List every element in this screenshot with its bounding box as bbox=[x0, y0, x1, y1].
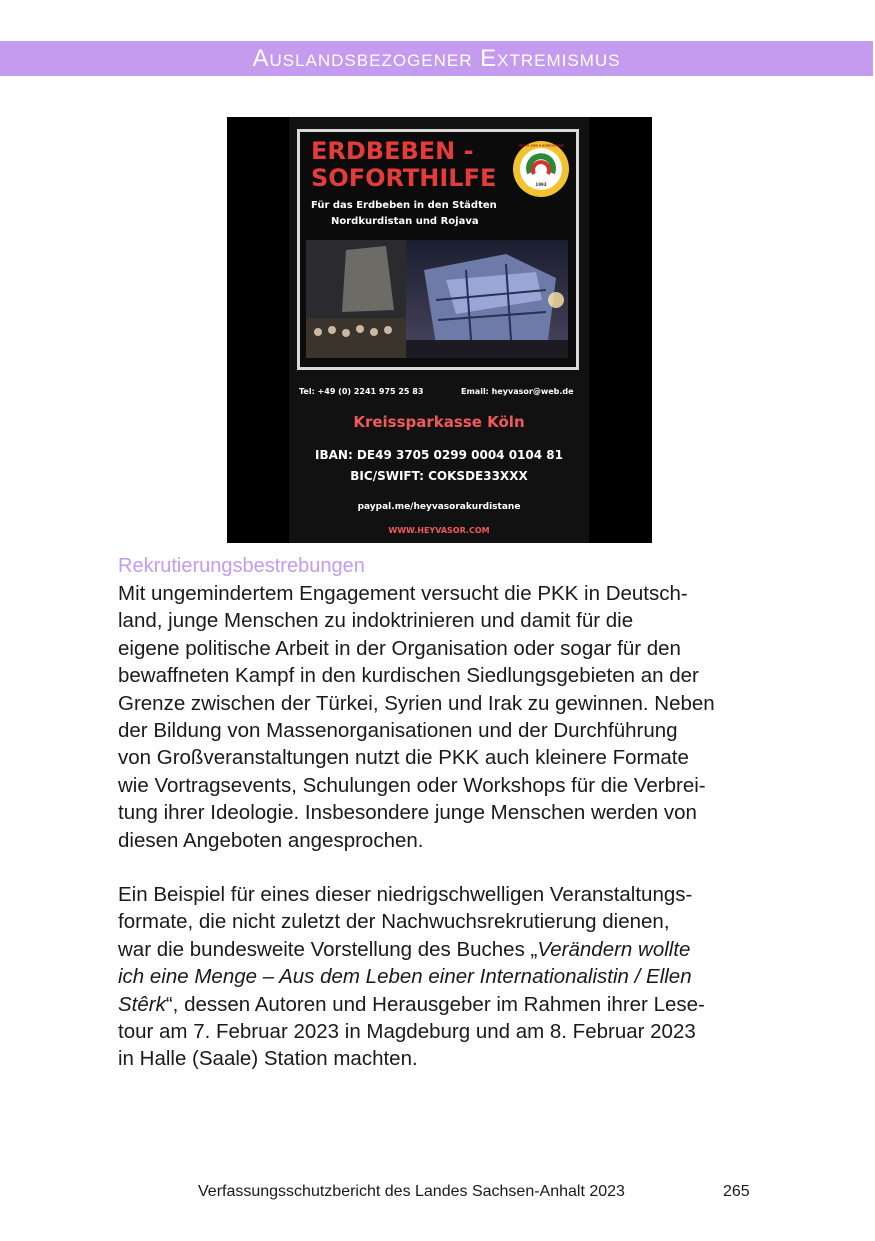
logo-text: HEYVA SOR A KURDISTANÊ bbox=[518, 143, 564, 148]
paragraph-1-line: wie Vortragsevents, Schulungen oder Workshops für die Verbrei- bbox=[118, 773, 706, 797]
poster-title-line-2: SOFORTHILFE bbox=[311, 164, 497, 192]
poster-phone: Tel: +49 (0) 2241 975 25 83 bbox=[299, 387, 424, 396]
text-run: war die bundesweite Vorstellung des Buches „ bbox=[118, 937, 538, 961]
section-heading: Rekrutierungsbestrebungen bbox=[118, 555, 365, 577]
book-title-part: Stêrk bbox=[118, 992, 166, 1016]
book-title-part: ich eine Menge – Aus dem Leben einer Internationalistin / Ellen bbox=[118, 965, 692, 989]
paragraph-1-line: bewaffneten Kampf in den kurdischen Siedlungsgebieten an der bbox=[118, 664, 699, 688]
footer-title: Verfassungsschutzbericht des Landes Sachsen-Anhalt 2023 bbox=[198, 1183, 625, 1200]
poster-content bbox=[289, 117, 589, 543]
paragraph-1-line: der Bildung von Massenorganisationen und der Durchführung bbox=[118, 719, 678, 743]
paragraph-1-line: von Großveranstaltungen nutzt die PKK auch kleinere Formate bbox=[118, 746, 689, 770]
paragraph-1-line: Grenze zwischen der Türkei, Syrien und Irak zu gewinnen. Neben bbox=[118, 691, 715, 715]
poster-frame bbox=[297, 129, 579, 370]
paragraph-1-line: land, junge Menschen zu indoktrinieren und damit für die bbox=[118, 609, 634, 633]
donation-poster-image bbox=[227, 117, 652, 543]
paragraph-2-line: in Halle (Saale) Station machten. bbox=[118, 1047, 418, 1071]
text-run: “, dessen Autoren und Herausgeber im Rahmen ihrer Lese- bbox=[165, 992, 705, 1016]
poster-website: WWW.HEYVASOR.COM bbox=[388, 526, 490, 535]
earthquake-photo bbox=[306, 240, 568, 358]
paragraph-1-line: diesen Angeboten angesprochen. bbox=[118, 828, 424, 852]
paragraph-2-line bbox=[118, 936, 768, 963]
poster-title bbox=[311, 138, 521, 192]
paragraph-2-line bbox=[118, 963, 768, 990]
poster-subtitle bbox=[311, 198, 521, 230]
poster-paypal: paypal.me/heyvasorakurdistane bbox=[357, 502, 521, 512]
paragraph-1-line: eigene politische Arbeit in der Organisation oder sogar für den bbox=[118, 636, 681, 660]
paragraph-2-line: Ein Beispiel für eines dieser niedrigschwelligen Veranstaltungs- bbox=[118, 883, 693, 906]
poster-bic: BIC/SWIFT: COKSDE33XXX bbox=[350, 469, 528, 483]
poster-iban: IBAN: DE49 3705 0299 0004 0104 81 bbox=[315, 448, 563, 462]
chapter-title: Auslandsbezogener Extremismus bbox=[252, 45, 621, 72]
logo-year: 1993 bbox=[535, 182, 547, 187]
paragraph-2-line: tour am 7. Februar 2023 in Magdeburg und am 8. Februar 2023 bbox=[118, 1020, 696, 1044]
paragraph-2-line bbox=[118, 991, 768, 1018]
poster-bank-name: Kreissparkasse Köln bbox=[353, 413, 525, 431]
poster-subtitle-line-2: Nordkurdistan und Rojava bbox=[331, 216, 479, 227]
heyva-sor-logo bbox=[512, 140, 570, 198]
page-number: 265 bbox=[723, 1183, 750, 1200]
poster-title-line-1: ERDBEBEN - bbox=[311, 137, 474, 165]
paragraph-1 bbox=[118, 580, 768, 854]
book-title-part: Verändern wollte bbox=[537, 937, 691, 961]
paragraph-2-line: formate, die nicht zuletzt der Nachwuchsrekrutierung dienen, bbox=[118, 910, 670, 934]
paragraph-1-line: Mit ungemindertem Engagement versucht die PKK in Deutsch- bbox=[118, 582, 688, 605]
poster-subtitle-line-1: Für das Erdbeben in den Städten bbox=[311, 200, 497, 211]
paragraph-1-line: tung ihrer Ideologie. Insbesondere junge Menschen werden von bbox=[118, 801, 697, 825]
paragraph-2 bbox=[118, 881, 768, 1073]
poster-email: Email: heyvasor@web.de bbox=[461, 387, 574, 396]
chapter-header-band bbox=[0, 41, 873, 76]
